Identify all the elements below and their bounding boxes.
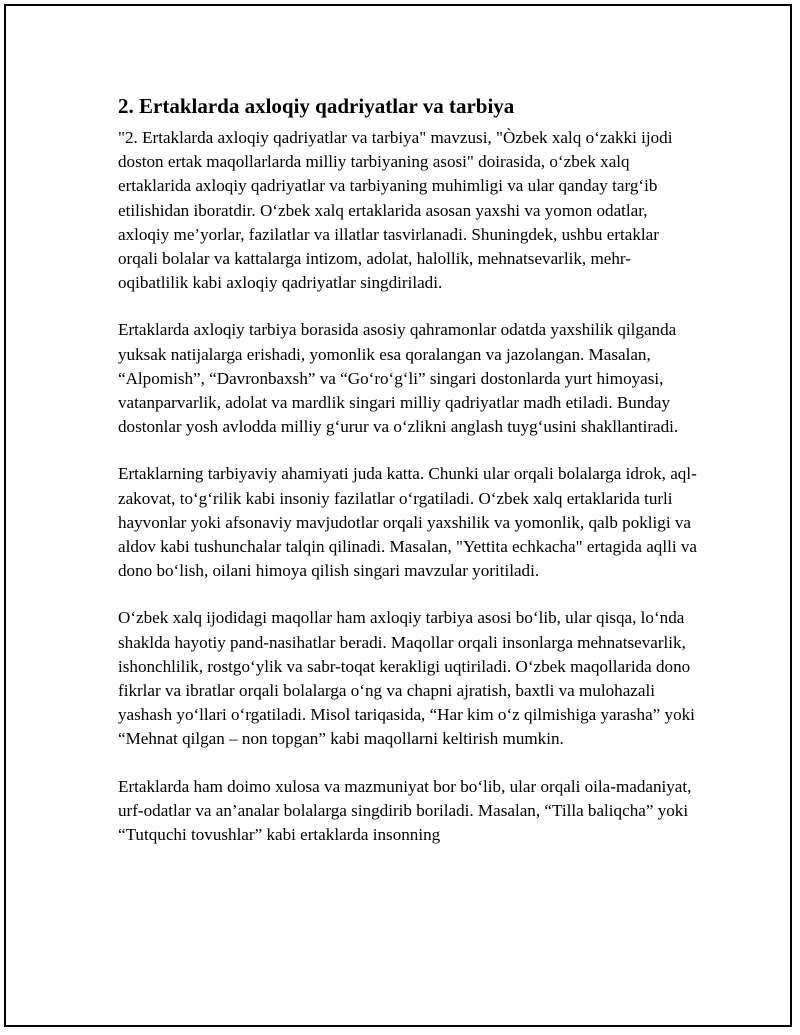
document-body	[118, 92, 698, 847]
paragraph-3: Ertaklarning tarbiyaviy ahamiyati juda katta. Chunki ular orqali bolalarga idrok, aql-zakovat, toʻgʻrilik kabi insoniy fazilatlar oʻrgatiladi. Oʻzbek xalq ertaklarida turli hayvonlar yoki afsonaviy mavjudotlar orqali yaxshilik va yomonlik, qalb pokligi va aldov kabi tushunchalar talqin qilinadi. Masalan, "Yettita echkacha" ertagida aqlli va dono boʻlish, oilani himoya qilish singari mavzular yoritiladi.	[118, 464, 697, 581]
paragraph-2: Ertaklarda axloqiy tarbiya borasida asosiy qahramonlar odatda yaxshilik qilganda yuksak natijalarga erishadi, yomonlik esa qoralangan va jazolangan. Masalan, “Alpomish”, “Davronbaxsh” va “Goʻroʻgʻli” singari dostonlarda yurt himoyasi, vatanparvarlik, adolat va mardlik singari milliy qadriyatlar madh etiladi. Bunday dostonlar yosh avlodda milliy gʻurur va oʻzlikni anglash tuygʻusini shakllantiradi.	[118, 320, 679, 437]
paragraph-4: Oʻzbek xalq ijodidagi maqollar ham axloqiy tarbiya asosi boʻlib, ular qisqa, loʻnda shaklda hayotiy pand-nasihatlar beradi. Maqollar orqali insonlarga mehnatsevarlik, ishonchlilik, rostgoʻylik va sabr-toqat kerakligi uqtiriladi. Oʻzbek maqollarida dono fikrlar va ibratlar orqali bolalarga oʻng va chapni ajratish, baxtli va mulohazali yashash yoʻllari oʻrgatiladi. Misol tariqasida, “Har kim oʻz qilmishiga yarasha” yoki “Mehnat qilgan – non topgan” kabi maqollarni keltirish mumkin.	[118, 608, 695, 749]
section-heading: 2. Ertaklarda axloqiy qadriyatlar va tarbiya	[118, 94, 515, 118]
paragraph-1: "2. Ertaklarda axloqiy qadriyatlar va tarbiya" mavzusi, "Òzbek xalq oʻzakki ijodi doston ertak maqollarlarda milliy tarbiyaning asosi" doirasida, oʻzbek xalq ertaklarida axloqiy qadriyatlar va tarbiyaning muhimligi va ular qanday targʻib etilishidan iboratdir. Oʻzbek xalq ertaklarida asosan yaxshi va yomon odatlar, axloqiy me’yorlar, fazilatlar va illatlar tasvirlanadi. Shuningdek, ushbu ertaklar orqali bolalar va kattalarga intizom, adolat, halollik, mehnatsevarlik, mehr-oqibatlilik kabi axloqiy qadriyatlar singdiriladi.	[118, 128, 673, 293]
paragraph-5: Ertaklarda ham doimo xulosa va mazmuniyat bor boʻlib, ular orqali oila-madaniyat, urf-odatlar va an’analar bolalarga singdirib boriladi. Masalan, “Tilla baliqcha” yoki “Tutquchi tovushlar” kabi ertaklarda insonning	[118, 776, 692, 845]
